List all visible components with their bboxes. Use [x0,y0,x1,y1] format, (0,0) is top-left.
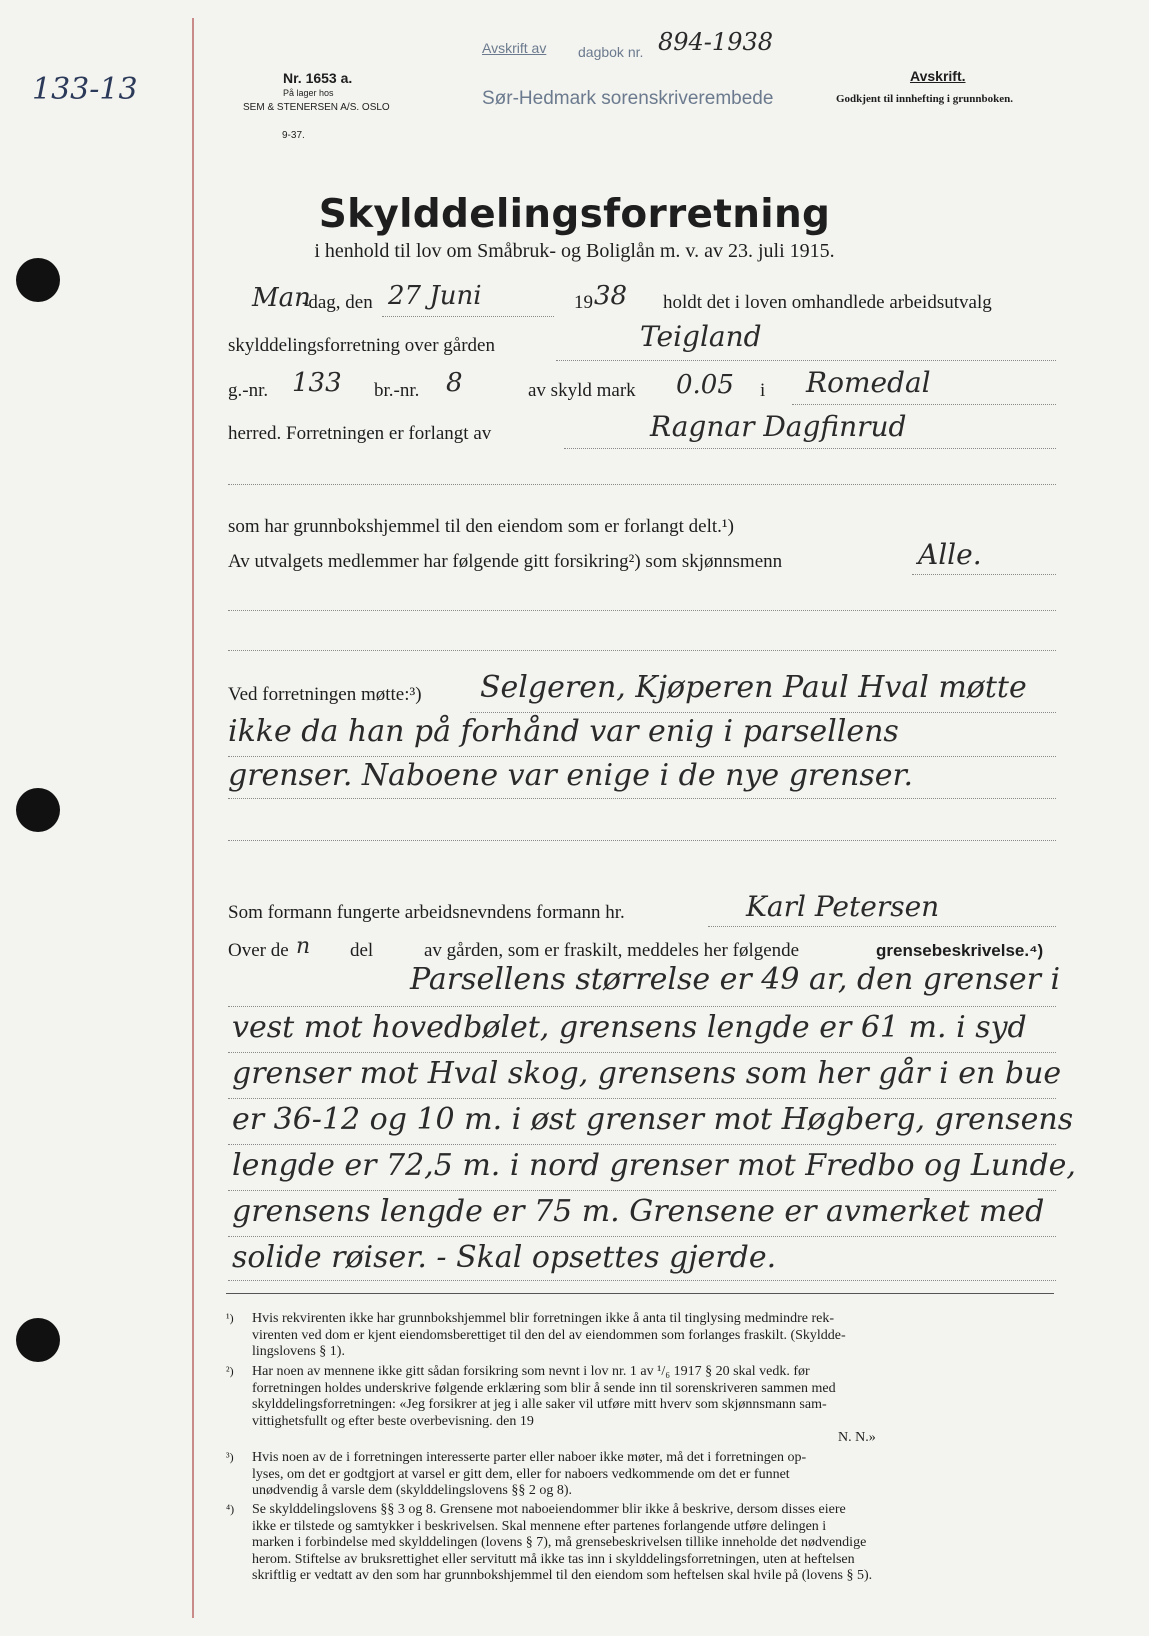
row4-dotline [564,448,1056,449]
gnr-value: 133 [292,368,342,398]
row1-rest: holdt det i loven omhandlede arbeidsutvalg [663,292,992,313]
footnote-2-signature: N. N.» [838,1430,876,1445]
footnote-4-line: ikke er tilstede og samtykker i beskrivelsen. Skal mennene efter partenes forlangende utføre delingen i [252,1518,827,1534]
row9-part3: av gården, som er fraskilt, meddeles her følgende [424,940,800,961]
chairman-name: Karl Petersen [746,890,940,923]
row2-dotline [556,360,1056,361]
stamp-dagbok-value: 894-1938 [658,28,773,56]
description-line-2: vest mot hovedbølet, grensens lengde er 61 m. i syd [232,1010,1027,1045]
description-line-3: grenser mot Hval skog, grensens som her går i en bue [232,1056,1062,1091]
footnote-4-line: skriftlig er vedtatt av den som har grunnbokshjemmel til den eiendom som heftelsen skal hvile på (lovens § 5). [252,1568,873,1583]
footnote-2-line: vittighetsfullt og efter beste overbevisning. den 19 [252,1413,534,1429]
date-hand: 27 Juni [388,281,482,311]
i-label: i [760,380,766,401]
row7-dotline-3 [228,798,1056,799]
margin-note: 133-13 [32,72,138,107]
footnote-3-mark: ³) [226,1450,234,1464]
attendance-line-1: Selgeren, Kjøperen Paul Hval møtte [480,670,1027,705]
skyld-value: 0.05 [676,370,734,400]
copy-title: Avskrift. [910,68,966,84]
desc-dotline-3 [228,1098,1056,1099]
footnote-2-mark: ²) [226,1364,234,1378]
publisher-line2: SEM & STENERSEN A/S. OSLO [243,102,390,113]
row8-label: Som formann fungerte arbeidsnevndens formann hr. [228,902,625,923]
row7-dotline-2 [228,756,1056,757]
description-line-5: lengde er 72,5 m. i nord grenser mot Fredbo og Lunde, [232,1148,1076,1183]
footnote-3-line: unødvendig å varsle dem (skylddelingslovens §§ 2 og 8). [252,1483,573,1498]
row9-bold: grensebeskrivelse.⁴) [876,941,1044,960]
footnote-4 [252,1502,872,1585]
row7-label: Ved forretningen møtte:³) [228,684,422,705]
footnote-2 [252,1364,876,1447]
footnote-1 [252,1311,846,1361]
footnote-3 [252,1450,806,1500]
farm-name: Teigland [640,320,762,353]
appraisers-value: Alle. [918,538,982,571]
description-line-7: solide røiser. - Skal opsettes gjerde. [232,1240,777,1275]
row5-label: som har grunnbokshjemmel til den eiendom som er forlangt delt.¹) [228,516,734,537]
punch-hole-bottom [16,1318,60,1362]
place-value: Romedal [806,366,931,399]
row9-part2: del [350,940,374,961]
brnr-label: br.-nr. [374,380,420,401]
footnote-2-line: forretningen holdes underskrive følgende erklæring som blir å sende inn til sorenskriveren sammen med [252,1380,836,1396]
punch-hole-top [16,258,60,302]
footnote-4-line: marken i forbindelse med skylddelingen (lovens § 7), må grensebeskrivelsen tillike inneholde det nødvendige [252,1535,867,1550]
row6-label: Av utvalgets medlemmer har følgende gitt forsikring²) som skjønnsmenn [228,551,783,572]
year-prefix: 19 [574,292,593,313]
desc-dotline-6 [228,1236,1056,1237]
publisher-line1: På lager hos [283,88,334,98]
footnote-3-line: Hvis noen av de i forretningen interesserte parter eller naboer ikke møter, må det i forretningen op- [252,1450,807,1465]
footnote-divider [226,1293,1054,1294]
year-hand: 38 [594,281,628,311]
row2-label: skylddelingsforretning over gården [228,335,495,356]
dag-label: -dag, den [302,292,373,313]
row9-hand: n [296,934,311,959]
stamp-line3: Sør-Hedmark sorenskriverembede [482,88,774,109]
row6-dotline [912,574,1056,575]
row7-dotline-4 [228,840,1056,841]
date-dotline [382,316,554,317]
row4b-dotline [228,484,1056,485]
brnr-value: 8 [446,368,463,398]
attendance-line-3: grenser. Naboene var enige i de nye grenser. [228,758,914,793]
footnote-2-line: Har noen av mennene ikke gitt sådan forsikring som nevnt i lov nr. 1 av ¹/₆ 1917 § 20 skal vedk. før [252,1364,810,1379]
footnote-4-line: herom. Stiftelse av bruksrettighet eller servitutt må ikke tas inn i skylddelingsforretningen, uten at heftelsen [252,1551,855,1567]
form-number: Nr. 1653 a. [283,70,353,86]
stamp-line1: Avskrift av [482,40,547,56]
row7-dotline-1 [470,712,1056,713]
gnr-label: g.-nr. [228,380,269,401]
stamp-line2: dagbok nr. [578,44,644,60]
punch-hole-middle [16,788,60,832]
footnote-3-line: lyses, om det er godtgjort at varsel er gitt dem, eller for naboers vedkommende om det er funnet [252,1466,790,1482]
desc-dotline-1 [228,1006,1056,1007]
row6b-dotline [228,610,1056,611]
footnote-4-mark: ⁴) [226,1502,235,1516]
footnote-1-mark: ¹) [226,1311,234,1325]
day-hand: Man [252,283,311,313]
desc-dotline-5 [228,1190,1056,1191]
row4-label: herred. Forretningen er forlangt av [228,423,492,444]
desc-dotline-2 [228,1052,1056,1053]
desc-dotline-4 [228,1144,1056,1145]
desc-dotline-7 [228,1280,1056,1281]
row9-part1: Over de [228,940,289,961]
form-date: 9-37. [282,130,305,141]
footnote-1-line: lingslovens § 1). [252,1344,345,1359]
row6c-dotline [228,650,1056,651]
row8-dotline [708,926,1056,927]
requester-name: Ragnar Dagfinrud [650,410,907,443]
skyld-label: av skyld mark [528,380,636,401]
attendance-line-2: ikke da han på forhånd var enig i parsellens [228,714,899,749]
footnote-4-line: Se skylddelingslovens §§ 3 og 8. Grensene mot naboeiendommer blir ikke å beskrive, dersom disses eiere [252,1502,846,1517]
description-line-6: grensens lengde er 75 m. Grensene er avmerket med [232,1194,1045,1229]
footnote-2-line: skylddelingsforretningen: «Jeg forsikrer at jeg i alle saker vil utføre mitt hverv som skjønnsmann sam- [252,1397,827,1412]
copy-subtitle: Godkjent til innhefting i grunnboken. [836,93,1013,105]
description-line-4: er 36-12 og 10 m. i øst grenser mot Høgberg, grensens [232,1102,1074,1137]
footnote-1-line: Hvis rekvirenten ikke har grunnbokshjemmel blir forretningen ikke å anta til tinglysing medmindre rek- [252,1311,835,1326]
page-subtitle: i henhold til lov om Småbruk- og Boliglån m. v. av 23. juli 1915. [314,240,835,262]
row3-dotline [792,404,1056,405]
description-line-1: Parsellens størrelse er 49 ar, den grenser i [410,962,1061,997]
footnote-1-line: virenten ved dom er kjent eiendomsberettiget til den del av eiendommen som forlanges fraskilt. (Skyldde- [252,1327,846,1343]
page-title: Skylddelingsforretning [318,192,831,237]
